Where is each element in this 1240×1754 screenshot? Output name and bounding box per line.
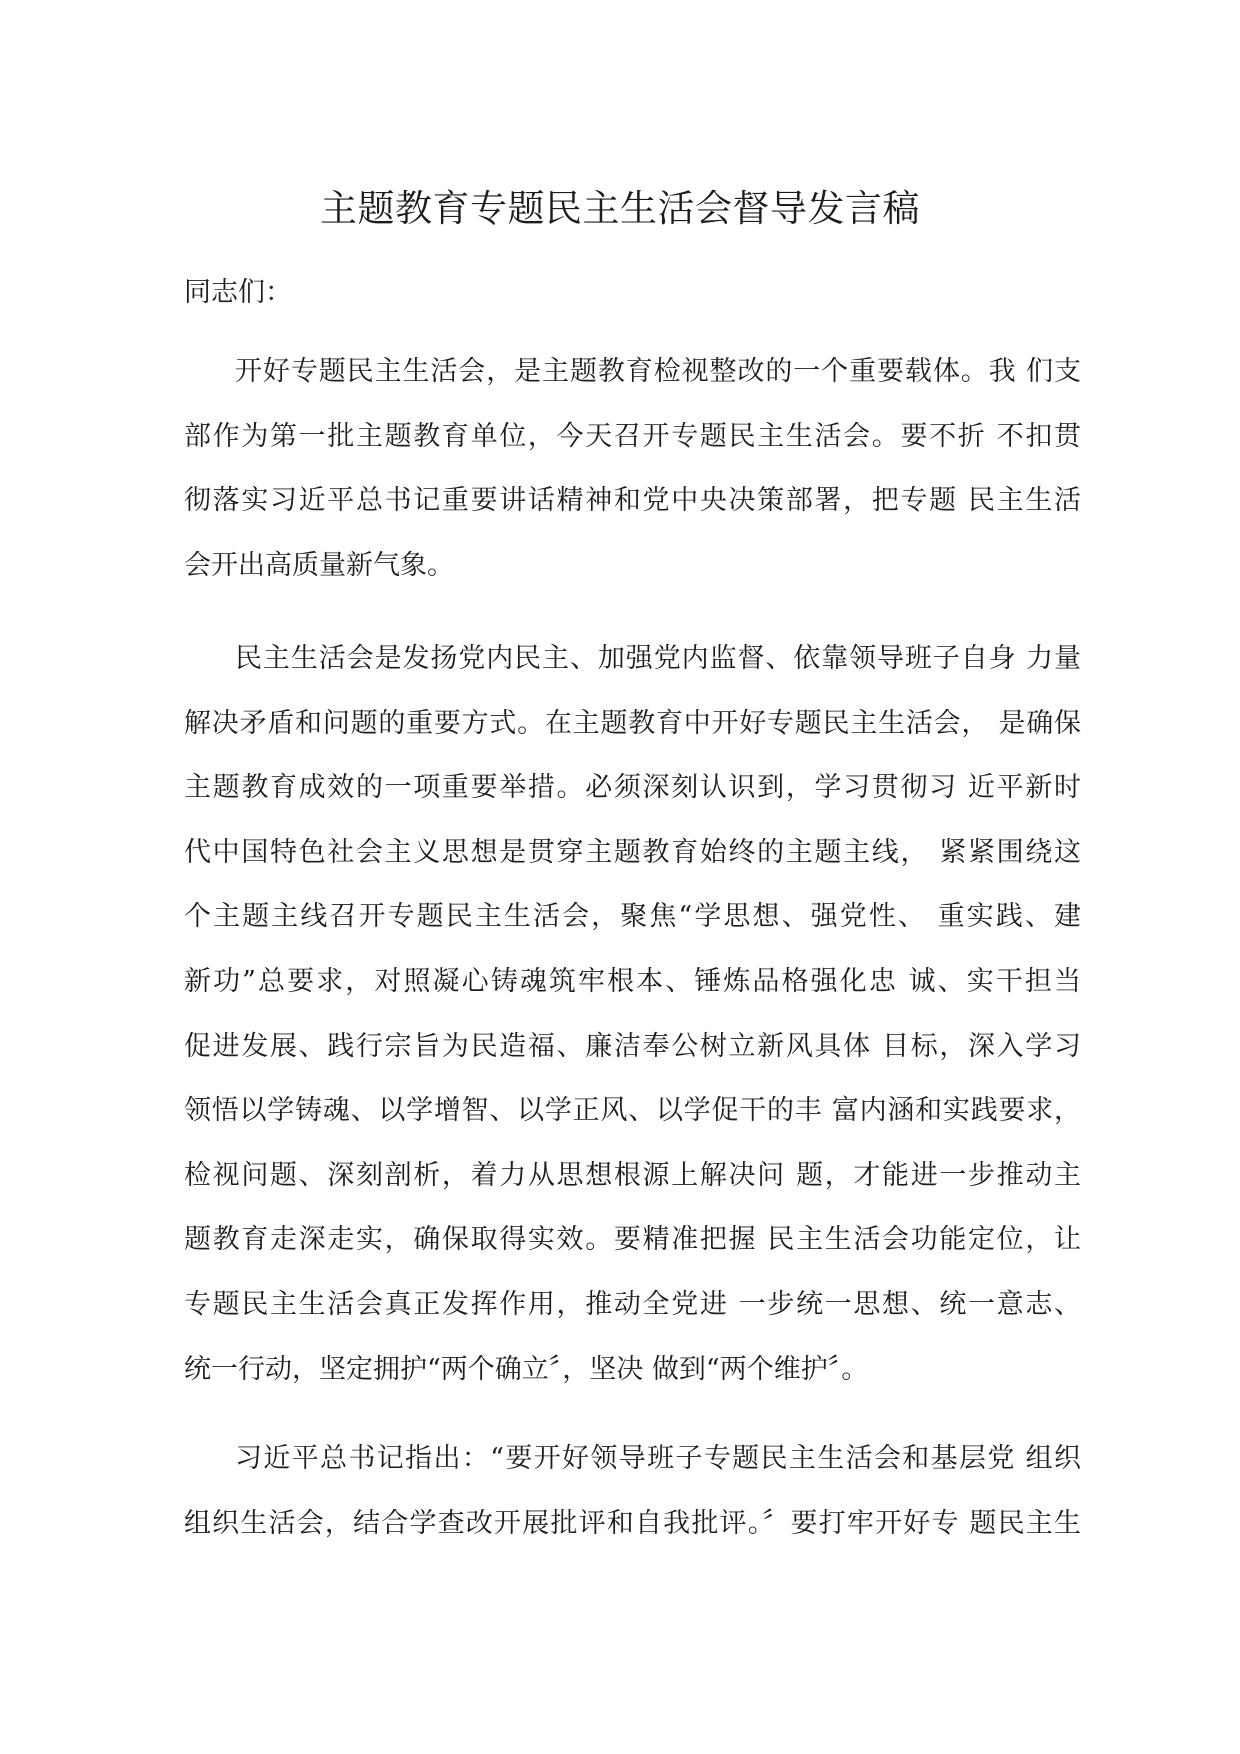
paragraph-line: 领悟以学铸魂、以学增智、以学正风、以学促干的丰 富内涵和实践要求， <box>184 1095 1081 1127</box>
paragraph-1 <box>184 340 1081 598</box>
paragraph-line: 部作为第一批主题教育单位，今天召开专题民主生活会。要不折 不扣贯 <box>184 420 1081 452</box>
paragraph-line: 统一行动，坚定拥护“两个确立〞，坚决 做到“两个维护〞。 <box>184 1353 869 1385</box>
paragraph-line: 组织生活会，结合学查改开展批评和自我批评。〞要打牢开好专 题民主生 <box>184 1507 1081 1539</box>
paragraph-line: 民主生活会是发扬党内民主、加强党内监督、依靠领导班子自身 力量 <box>235 643 1081 674</box>
paragraph-line: 会开出高质量新气象。 <box>184 549 454 581</box>
salutation: 同志们： <box>184 277 292 308</box>
document-title: 主题教育专题民主生活会督导发言稿 <box>320 187 920 230</box>
paragraph-line: 习近平总书记指出：“要开好领导班子专题民主生活会和基层党 组织 <box>235 1443 1081 1474</box>
paragraph-line: 开好专题民主生活会，是主题教育检视整改的一个重要载体。我 们支 <box>235 356 1081 387</box>
paragraph-line: 新功”总要求，对照凝心铸魂筑牢根本、锤炼品格强化忠 诚、实干担当 <box>184 965 1081 997</box>
paragraph-2 <box>184 627 1081 1402</box>
paragraph-line: 促进发展、践行宗旨为民造福、廉洁奉公树立新风具体 目标，深入学习 <box>184 1030 1081 1062</box>
paragraph-line: 题教育走深走实，确保取得实效。要精准把握 民主生活会功能定位，让 <box>184 1224 1081 1256</box>
paragraph-line: 个主题主线召开专题民主生活会，聚焦“学思想、强党性、 重实践、建 <box>184 901 1081 933</box>
paragraph-line: 主题教育成效的一项重要举措。必须深刻认识到，学习贯彻习 近平新时 <box>184 772 1081 804</box>
paragraph-line: 解决矛盾和问题的重要方式。在主题教育中开好专题民主生活会， 是确保 <box>184 707 1081 739</box>
paragraph-line: 检视问题、深刻剖析，着力从思想根源上解决问 题，才能进一步推动主 <box>184 1159 1081 1191</box>
paragraph-line: 专题民主生活会真正发挥作用，推动全党进 一步统一思想、统一意志、 <box>184 1288 1081 1320</box>
paragraph-line: 代中国特色社会主义思想是贯穿主题教育始终的主题主线， 紧紧围绕这 <box>184 836 1081 868</box>
paragraph-3 <box>184 1427 1081 1556</box>
paragraph-line: 彻落实习近平总书记重要讲话精神和党中央决策部署，把专题 民主生活 <box>184 485 1081 517</box>
